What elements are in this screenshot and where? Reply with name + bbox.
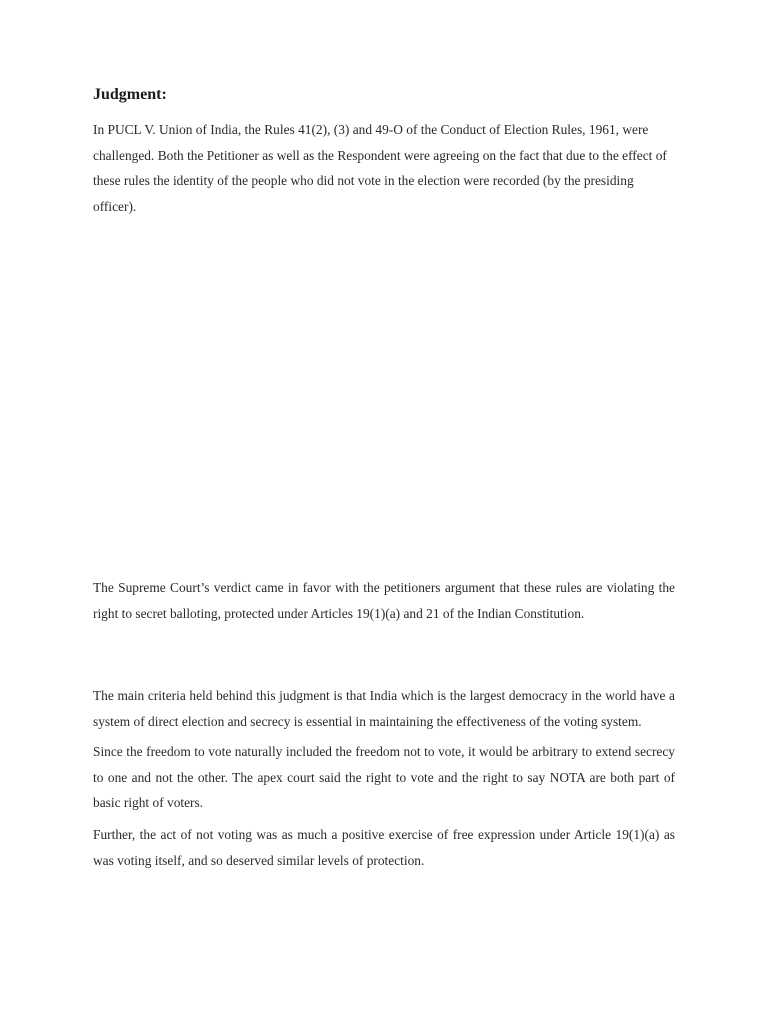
paragraph-supreme-court-verdict: The Supreme Court’s verdict came in favor with the petitioners argument that these rules are violating the right to secret balloting, protected under Articles 19(1)(a) and 21 of the Indian Constitution.	[93, 580, 675, 621]
paragraph-main-criteria: The main criteria held behind this judgment is that India which is the largest democracy in the world have a system of direct election and secrecy is essential in maintaining the effectiveness of the voting system.	[93, 688, 675, 729]
paragraph-free-expression: Further, the act of not voting was as much a positive exercise of free expression under Article 19(1)(a) as was voting itself, and so deserved similar levels of protection.	[93, 827, 675, 868]
paragraph-freedom-not-to-vote: Since the freedom to vote naturally included the freedom not to vote, it would be arbitrary to extend secrecy to one and not the other. The apex court said the right to vote and the right to say NOTA are both part of basic right of voters.	[93, 744, 675, 810]
section-heading: Judgment:	[93, 86, 167, 103]
paragraph-case-background: In PUCL V. Union of India, the Rules 41(2), (3) and 49-O of the Conduct of Election Rules, 1961, were challenged. Both the Petitioner as well as the Respondent were agreeing on the fact that due to the effect of these rules the identity of the people who did not vote in the election were recorded (by the presiding officer).	[93, 122, 667, 214]
